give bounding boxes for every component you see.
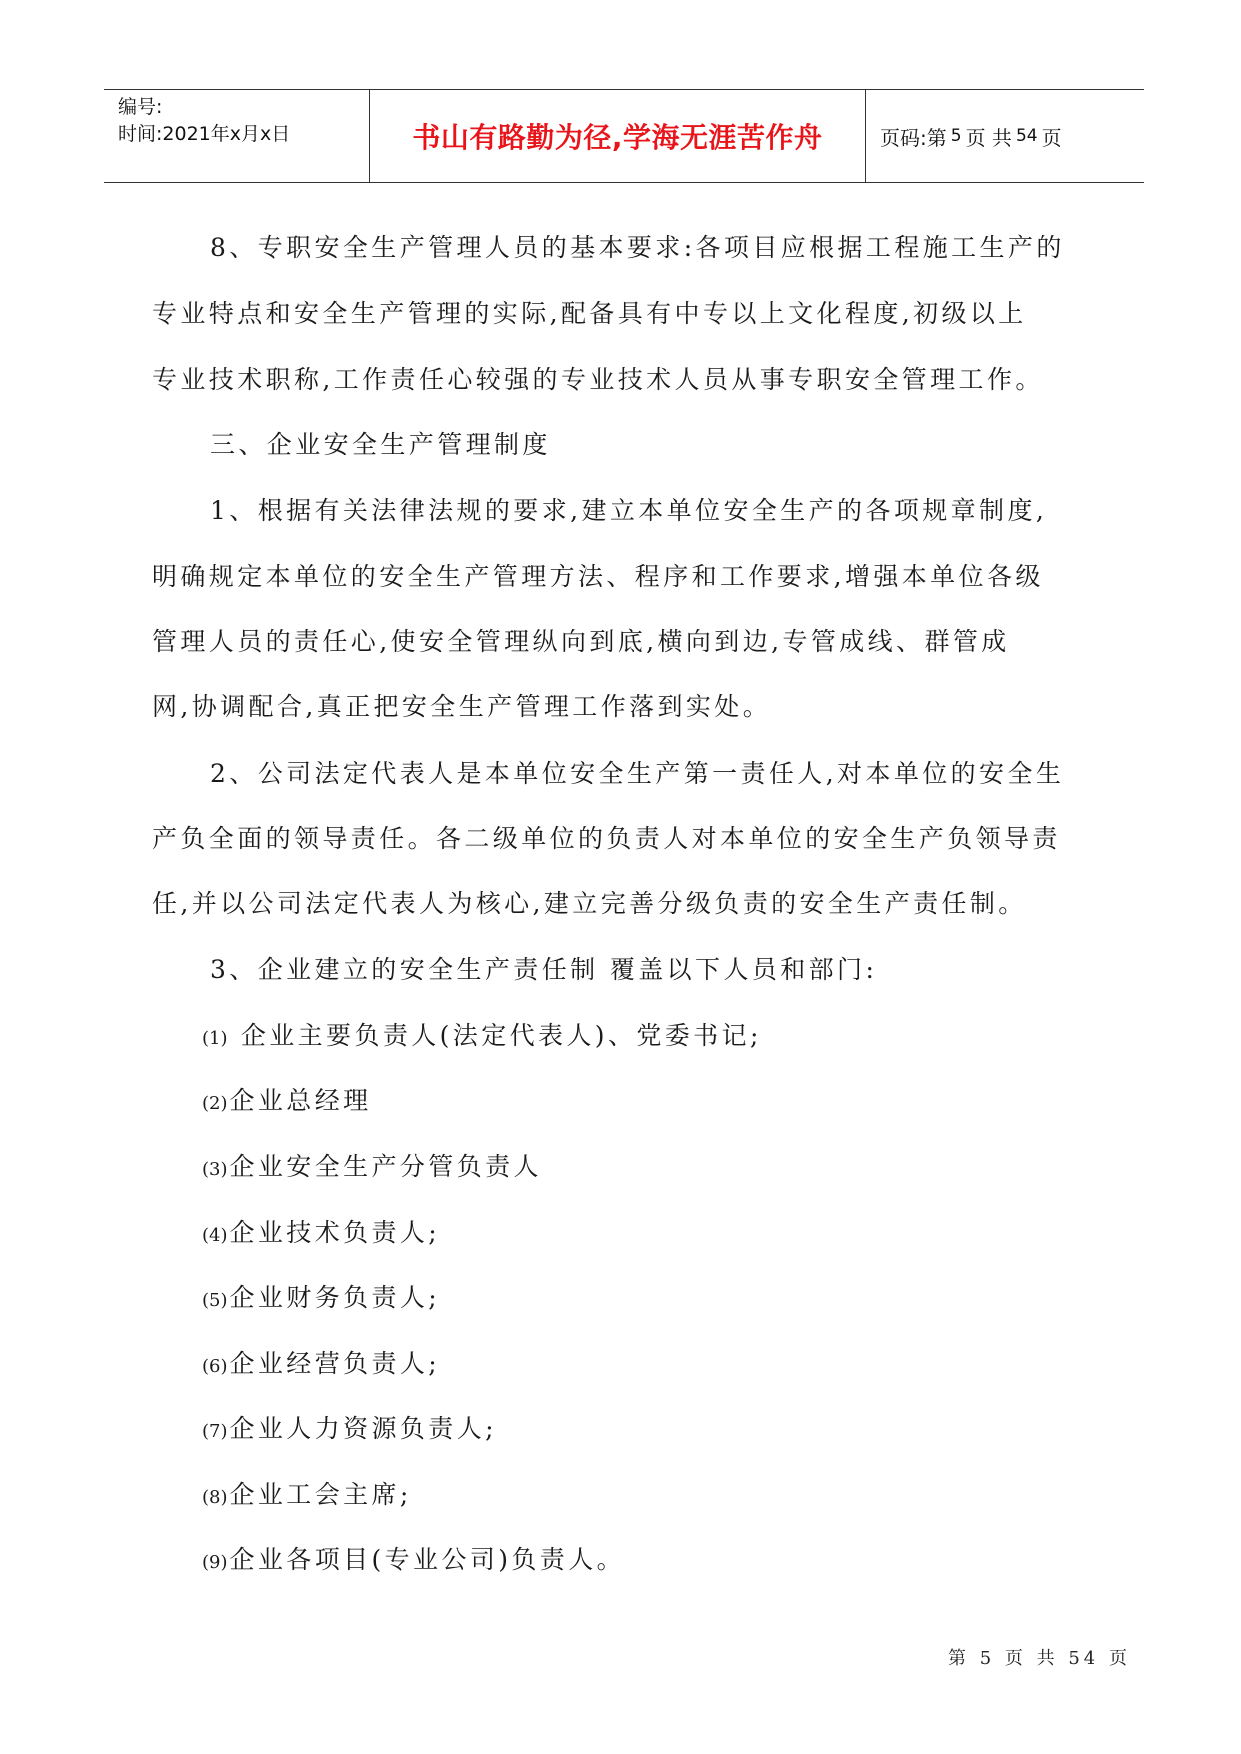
list-item-text: 企业经营负责人; <box>229 1349 441 1378</box>
list-item-number: (5) <box>202 1290 228 1311</box>
list-item <box>202 1147 542 1183</box>
list-item-number: (8) <box>202 1487 228 1508</box>
list-item <box>202 1409 497 1445</box>
motto-text: 书山有路勤为径,学海无涯苦作舟 <box>412 121 823 154</box>
paragraph-1-line-2: 明确规定本单位的安全生产管理方法、程序和工作要求,增强本单位各级 <box>152 562 1044 591</box>
document-header <box>104 89 1144 183</box>
paragraph-8-line-2: 专业特点和安全生产管理的实际,配备具有中专以上文化程度,初级以上 <box>152 299 1027 328</box>
list-item-text: 企业各项目(专业公司)负责人。 <box>229 1545 626 1574</box>
page-footer: 第 5 页 共 54 页 <box>948 1648 1131 1669</box>
paragraph-2-line-1: 2、公司法定代表人是本单位安全生产第一责任人,对本单位的安全生 <box>210 759 1065 788</box>
list-item <box>202 1475 412 1511</box>
list-item-number: (6) <box>202 1356 228 1377</box>
list-item-text: 企业人力资源负责人; <box>229 1414 497 1443</box>
list-item-text: 企业安全生产分管负责人 <box>229 1152 542 1181</box>
page-mid: 页 共 <box>965 125 1012 150</box>
list-item <box>202 1213 440 1249</box>
header-meta-cell <box>104 90 370 182</box>
list-item-number: (9) <box>202 1552 228 1573</box>
paragraph-2-line-2: 产负全面的领导责任。各二级单位的负责人对本单位的安全生产负领导责 <box>152 824 1061 853</box>
paragraph-3-line-1: 3、企业建立的安全生产责任制 覆盖以下人员和部门: <box>210 955 878 984</box>
list-item-number: (3) <box>202 1159 228 1180</box>
list-item-number: (1) <box>202 1028 228 1049</box>
section-heading-3: 三、企业安全生产管理制度 <box>210 430 551 459</box>
time-label: 时间:2021年x月x日 <box>118 123 291 145</box>
list-item <box>202 1278 440 1314</box>
list-item-number: (2) <box>202 1093 228 1114</box>
list-item <box>202 1540 625 1576</box>
list-item-text: 企业财务负责人; <box>229 1283 441 1312</box>
paragraph-2-line-3: 任,并以公司法定代表人为核心,建立完善分级负责的安全生产责任制。 <box>152 889 1027 918</box>
page-current: 5 <box>950 126 962 146</box>
list-item <box>202 1344 440 1380</box>
header-motto-cell <box>370 90 866 182</box>
paragraph-8-line-3: 专业技术职称,工作责任心较强的专业技术人员从事专职安全管理工作。 <box>152 365 1044 394</box>
list-item <box>202 1081 372 1117</box>
list-item <box>202 1016 762 1052</box>
paragraph-1-line-4: 网,协调配合,真正把安全生产管理工作落到实处。 <box>152 692 772 721</box>
list-item-number: (4) <box>202 1225 228 1246</box>
list-item-text: 企业技术负责人; <box>229 1218 441 1247</box>
paragraph-8-line-1: 8、专职安全生产管理人员的基本要求:各项目应根据工程施工生产的 <box>210 233 1065 262</box>
paragraph-1-line-3: 管理人员的责任心,使安全管理纵向到底,横向到边,专管成线、群管成 <box>152 627 1010 656</box>
list-item-text: 企业主要负责人(法定代表人)、党委书记; <box>229 1021 762 1050</box>
list-item-number: (7) <box>202 1421 228 1442</box>
header-page-cell <box>866 90 1144 182</box>
page-total: 54 <box>1015 126 1038 146</box>
page-prefix: 页码:第 <box>880 125 947 150</box>
list-item-text: 企业总经理 <box>229 1086 372 1115</box>
list-item-text: 企业工会主席; <box>229 1480 412 1509</box>
paragraph-1-line-1: 1、根据有关法律法规的要求,建立本单位安全生产的各项规章制度, <box>210 496 1048 525</box>
serial-label: 编号: <box>118 96 163 118</box>
page-suffix: 页 <box>1041 125 1062 150</box>
